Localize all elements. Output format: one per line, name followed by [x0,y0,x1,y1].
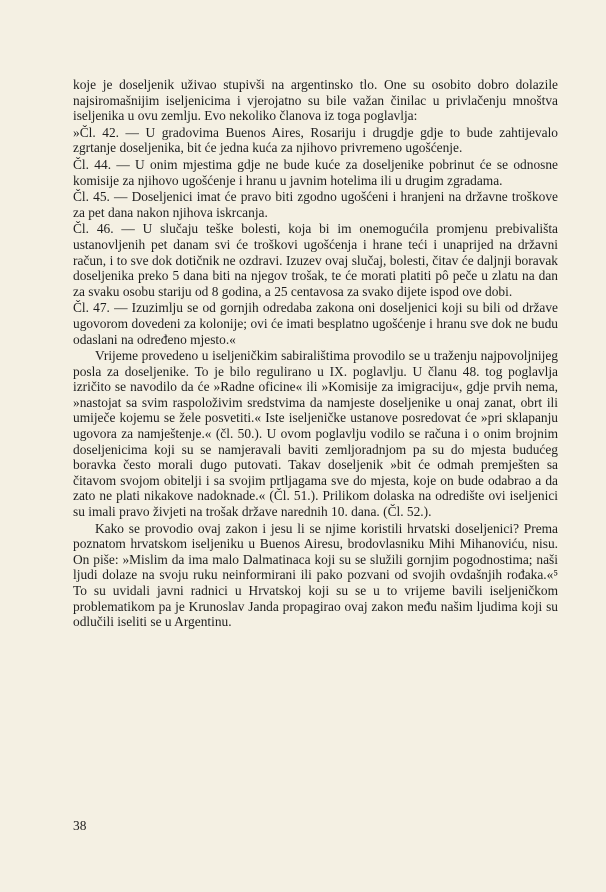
paragraph-chapter-ix: Vrijeme provedeno u iseljeničkim sabiralištima provodilo se u traženju najpovoljnijeg posla za doseljenike. To je bilo regulirano u IX. poglavlju. U članu 48. tog poglavlja izričito se navodilo da će »Radne oficine« ili »Komisije za imigraciju«, gdje prvih nema, »nastojat sa svim raspoloživim sredstvima da namjeste doseljenike u onaj zanat, obrt ili umiječe kojemu se žele posvetiti.« Iste iseljeničke ustanove posredovat će »pri sklapanju ugovora za namještenje.« (čl. 50.). U ovom poglavlju vodilo se računa i o onim brojnim doseljenicima koji su se namjeravali baviti zemljoradnjom pa su do mjesta budućeg boravka često morali dugo putovati. Takav doseljenik »bit će odmah premješten sa čitavom svojom obitelji i sa svojim prtljagama sve do mjesta, koje on bude odabrao a da zato ne plati nikakove nadoknade.« (Čl. 51.). Prilikom dolaska na odredište ovi iseljenici su imali pravo živjeti na trošak države narednih 10. dana. (Čl. 52.). [73,348,558,520]
paragraph-article-47: Čl. 47. — Izuzimlju se od gornjih odredaba zakona oni doseljenici koji su bili od države ugovorom dovedeni za kolonije; ovi će imati besplatno ugošćenje i hranu sve dok ne budu odaslani na određeno mjesto.« [73,300,558,347]
paragraph-article-45: Čl. 45. — Doseljenici imat će pravo biti zgodno ugošćeni i hranjeni na državne troškove za pet dana nakon njihova iskrcanja. [73,189,558,220]
paragraph-intro: koje je doseljenik uživao stupivši na argentinsko tlo. One su osobito dobro dolazile najsiromašnijim iseljenicima i vjerojatno su bile važan činilac u privlačenju mnoštva iseljenika u ovu zemlju. Evo nekoliko članova iz toga poglavlja: [73,77,558,124]
paragraph-article-42: »Čl. 42. — U gradovima Buenos Aires, Rosariju i drugdje gdje to bude zahtijevalo zgrtanje doseljenika, bit će jedna kuća za njihovo privremeno ugošćenje. [73,124,558,156]
body-text [73,77,558,630]
page-number: 38 [73,818,87,833]
paragraph-article-46: Čl. 46. — U slučaju teške bolesti, koja bi im onemogućila promjenu prebivališta ustanovljenih pet danam svi će troškovi ugošćenja i hrane teći i unaprijed na državni račun, i to sve dok dotičnik ne ozdravi. Izuzev ovaj slučaj, bolesti, čitav će daljnji boravak doseljenika preko 5 dana biti na njegov trošak, te će morati platiti pô peče u zlatu na dan za svaku osobu stariju od 8 godina, a 25 centavosa za svako dijete ispod ove dobi. [73,221,558,299]
paragraph-mihanovic: Kako se provodio ovaj zakon i jesu li se njime koristili hrvatski doseljenici? Prema poznatom hrvatskom iseljeniku u Buenos Airesu, brodovlasniku Mihi Mihanoviću, nisu. On piše: »Mislim da ima malo Dalmatinaca koji su se služili gornjim pogodnostima; naši ljudi dolaze na svoju ruku neinformirani ili pako pozvani od svojih ovdašnjih rođaka.«⁵ To su uvidali javni radnici u Hrvatskoj koji su se u to vrijeme bavili iseljeničkom problematikom pa je Krunoslav Janda propagirao ovaj zakon među našim ljudima koji su odlučili iseliti se u Argentinu. [73,520,558,630]
paragraph-article-44: Čl. 44. — U onim mjestima gdje ne bude kuće za doseljenike pobrinut će se odnosne komisije za njihovo ugošćenje i hranu u javnim hotelima ili u drugim zgradama. [73,156,558,188]
